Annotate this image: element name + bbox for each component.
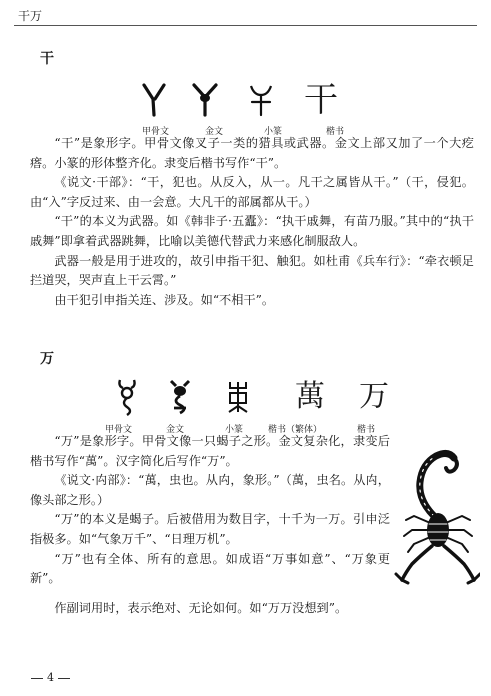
glyph-label: 小篆	[264, 127, 283, 137]
paragraph: “干”的本义为武器。如《韩非子·五蠹》：“执干戚舞，有苗乃服。”其中的“执干戚舞”即拿着武器跳舞，比喻以美德代替武力来感化制服敌人。	[30, 214, 474, 248]
glyph-label: 小篆	[225, 425, 244, 435]
wan-kaishu-traditional-glyph: 萬	[295, 379, 325, 414]
gan-text	[30, 134, 474, 310]
wan-seal-glyph	[210, 378, 266, 416]
scorpion-oracle-icon	[116, 378, 138, 416]
gan-glyph-row	[134, 82, 356, 118]
glyph-label: 楷书（繁体）	[268, 425, 323, 435]
wan-bronze-glyph	[150, 378, 210, 416]
header-rule	[14, 25, 477, 26]
glyph-label: 楷书	[357, 425, 376, 435]
gan-seal-icon	[247, 83, 275, 117]
gan-oracle-glyph	[134, 83, 174, 117]
gan-kaishu-glyph: 干	[304, 80, 338, 120]
glyph-label: 金文	[205, 127, 224, 137]
paragraph: 作副词用时，表示绝对、无论如何。如“万万没想到”。	[54, 601, 348, 615]
gan-bronze-icon	[191, 83, 219, 117]
scorpion-seal-icon	[225, 378, 251, 416]
footer-dash	[31, 678, 43, 679]
gan-bronze-glyph	[174, 83, 236, 117]
scorpion-bronze-icon	[168, 378, 192, 416]
page-number-value: 4	[47, 671, 54, 684]
wan-text-narrow	[30, 432, 390, 589]
paragraph: 武器一般是用于进攻的，故引申指干犯、触犯。如杜甫《兵车行》：“牵衣顿足拦道哭，哭声直上干云霄。”	[30, 253, 474, 288]
paragraph: “干”是象形字。甲骨文像叉子一类的猎具或武器。金文上部又加了一个大疙瘩。小篆的形体整齐化。隶变后楷书写作“干”。	[30, 136, 474, 170]
wan-oracle-glyph	[104, 378, 150, 416]
glyph-label: 楷书	[326, 127, 345, 137]
paragraph: 《说文·干部》：“干，犯也。从反入，从一。凡干之属皆从干。”（干，侵犯。由“入”字反过来、由一会意。大凡干的部属都从干。）	[30, 175, 474, 209]
glyph-label: 甲骨文	[105, 425, 133, 435]
footer-dash	[58, 678, 70, 679]
paragraph: “万”的本义是蝎子。后被借用为数目字，十千为一万。引申泛指极多。如“气象万千”、“日理万机”。	[30, 512, 390, 546]
wan-kaishu-glyph: 万	[359, 379, 389, 414]
page-number	[27, 671, 74, 684]
running-header: 干万	[18, 9, 43, 23]
wan-text-wide	[30, 599, 474, 619]
section-heading-wan: 万	[40, 351, 54, 367]
glyph-label: 甲骨文	[142, 127, 170, 137]
paragraph: 由干犯引申指关连、涉及。如“不相干”。	[54, 292, 275, 307]
paragraph: “万”也有全体、所有的意思。如成语“万事如意”、“万象更新”。	[30, 551, 390, 586]
section-heading-gan: 干	[40, 51, 54, 67]
paragraph: 《说文·禸部》：“萬，虫也。从禸，象形。”（萬，虫名。从禸，像头部之形。）	[30, 473, 390, 507]
wan-glyph-row	[104, 378, 394, 416]
scorpion-illustration	[390, 438, 480, 586]
gan-oracle-icon	[141, 83, 167, 117]
glyph-label: 金文	[166, 425, 185, 435]
paragraph: “万”是象形字。甲骨文像一只蝎子之形。金文复杂化，隶变后楷书写作“萬”。汉字简化后写作“万”。	[30, 434, 390, 468]
gan-seal-glyph	[236, 83, 286, 117]
